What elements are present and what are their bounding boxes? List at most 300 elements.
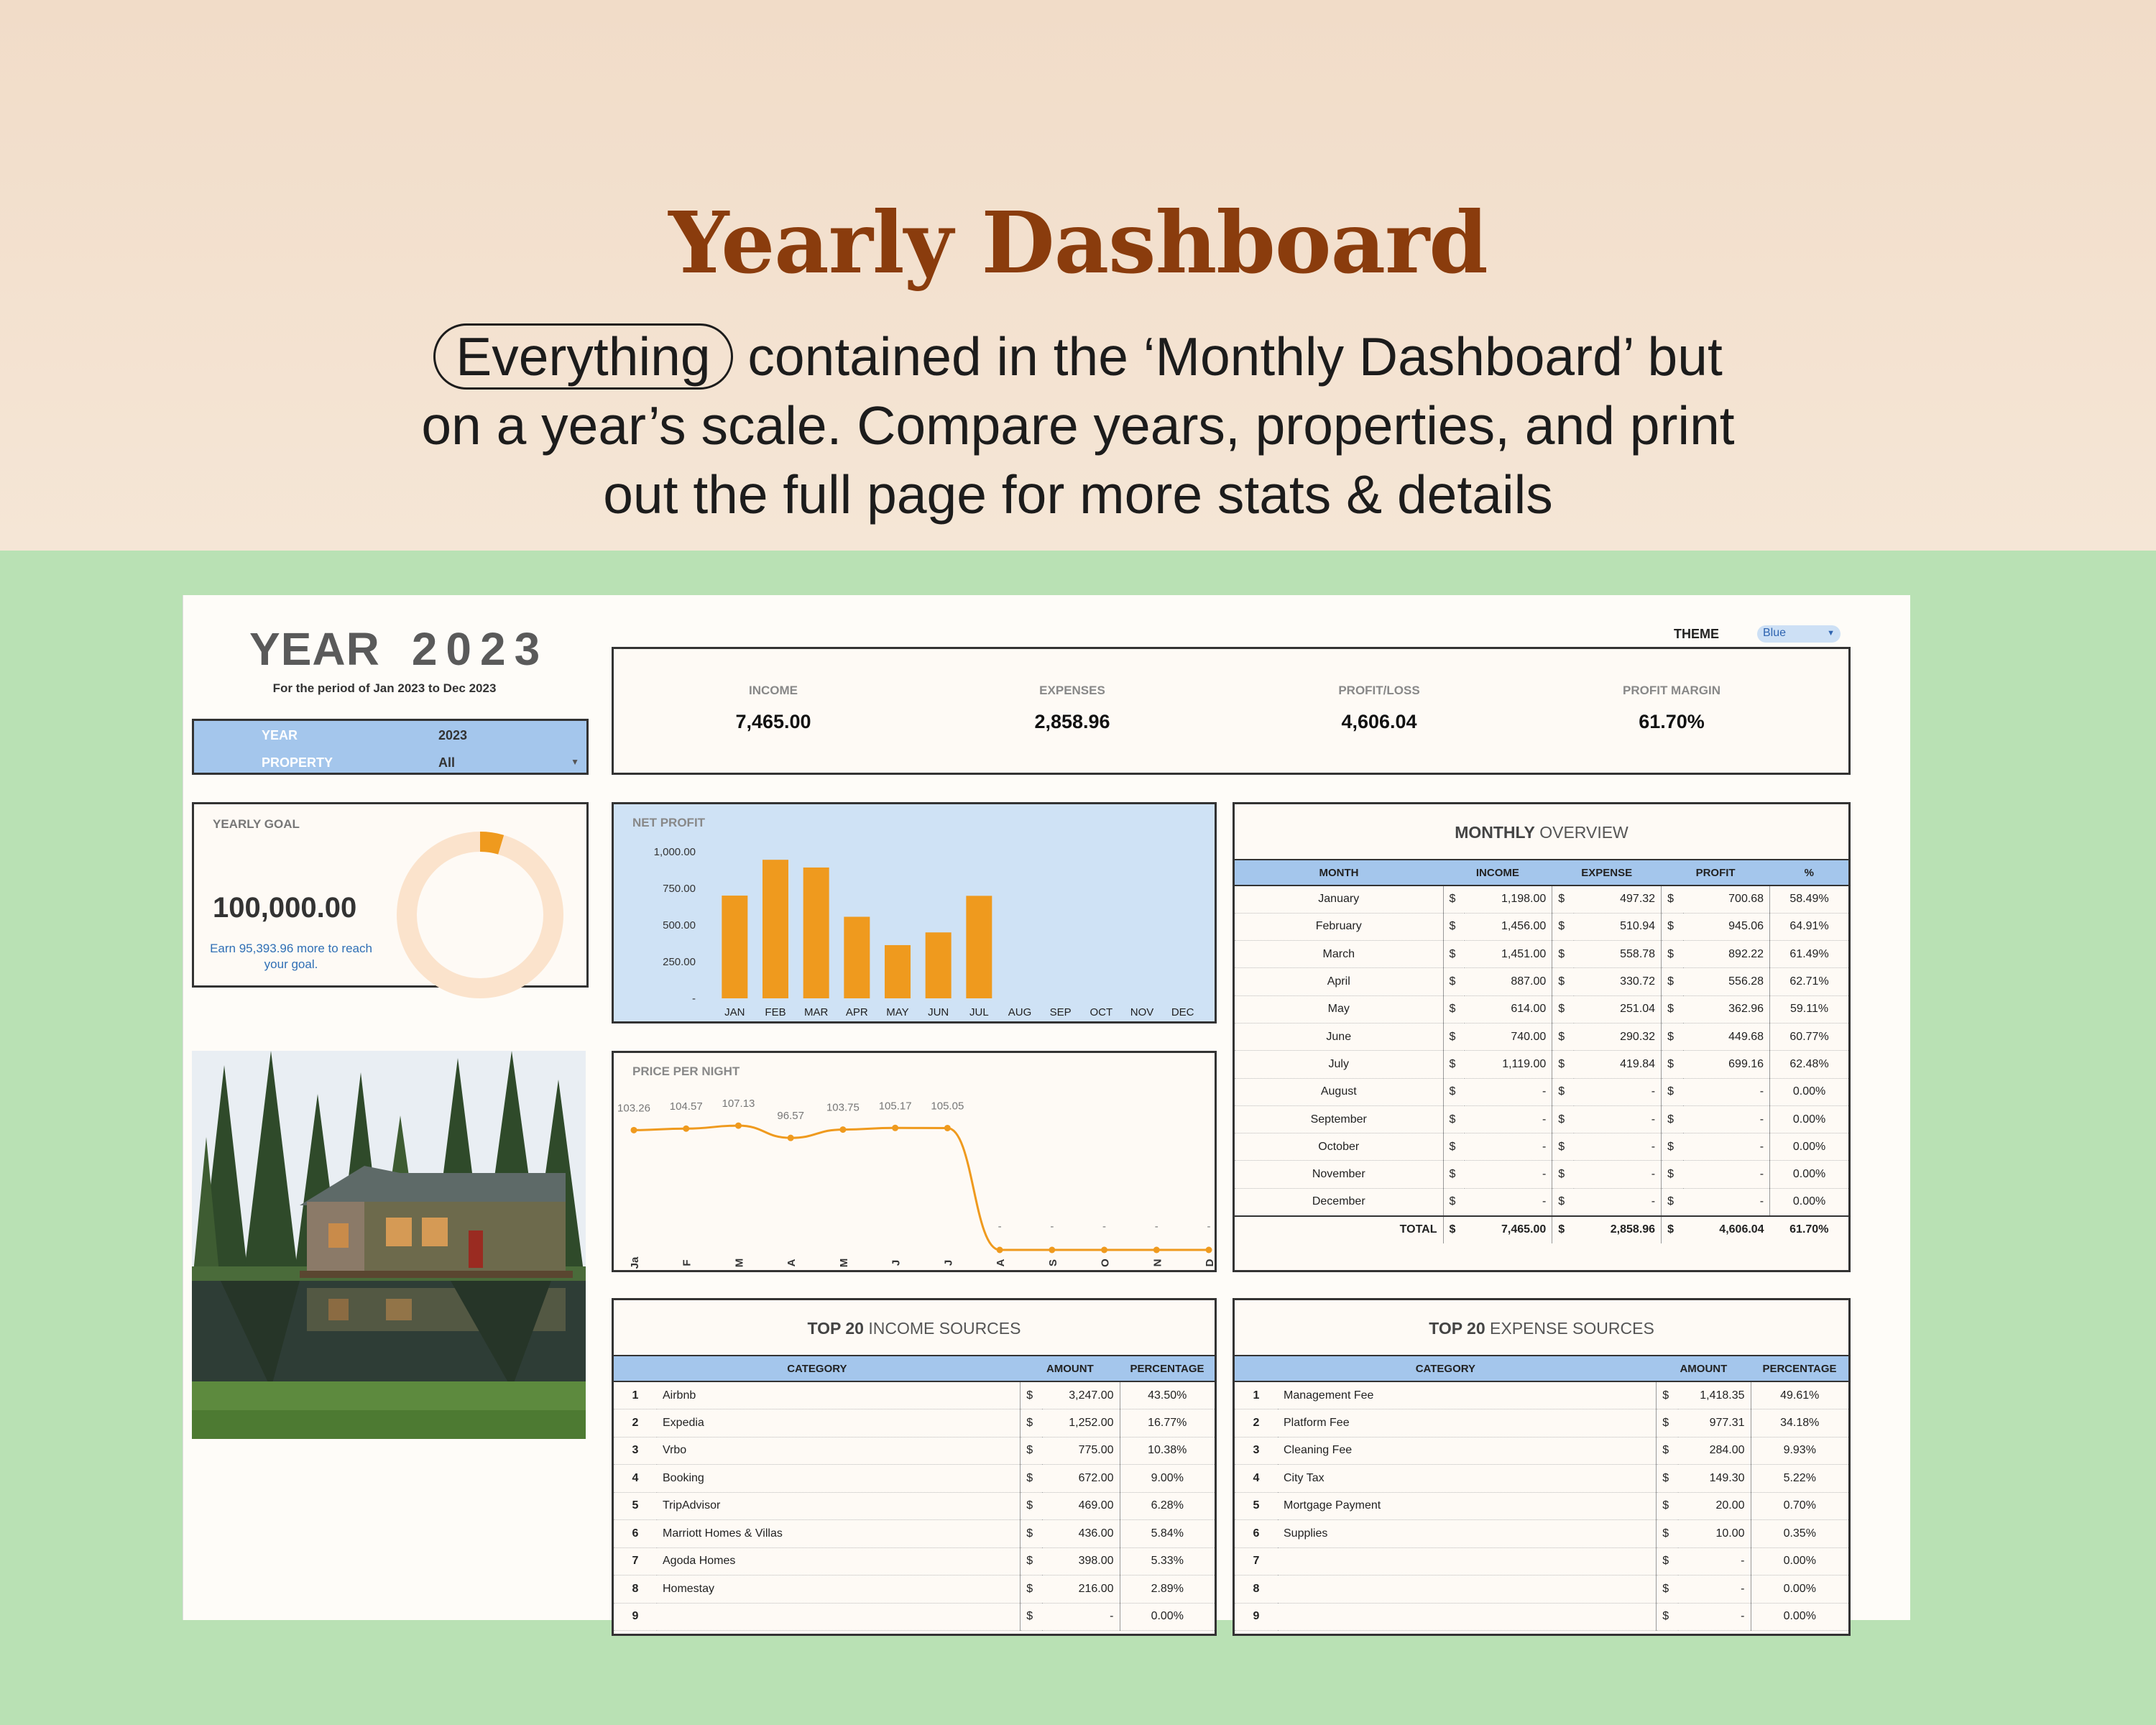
percent-cell: 6.28%	[1120, 1492, 1215, 1520]
currency-cell: $	[1021, 1547, 1042, 1576]
banner-description	[0, 322, 2156, 529]
currency-cell: $	[1443, 1161, 1465, 1188]
table-row	[614, 1520, 1215, 1548]
property-filter-value[interactable]: All	[438, 755, 456, 770]
price-point	[1101, 1247, 1107, 1254]
currency-cell: $	[1662, 1161, 1683, 1188]
theme-value: Blue	[1763, 627, 1787, 639]
total-label: TOTAL	[1235, 1216, 1443, 1243]
banner-highlight: Everything	[433, 323, 732, 390]
percent-cell: 0.70%	[1751, 1492, 1848, 1520]
table-row	[614, 1603, 1215, 1631]
expense-cell: 290.32	[1574, 1023, 1662, 1050]
percent-cell: 61.49%	[1770, 941, 1848, 968]
expense-cell: -	[1574, 1133, 1662, 1161]
kpi-value: 61.70%	[1639, 711, 1705, 732]
year-heading-label: YEAR	[249, 623, 380, 675]
x-tick-label: MAY	[886, 1006, 909, 1018]
income-cell: 614.00	[1465, 995, 1552, 1023]
banner-line-1: contained in the ‘Monthly Dashboard’ but	[747, 326, 1723, 387]
table-row	[1235, 1492, 1848, 1520]
rank-cell: 1	[614, 1381, 657, 1409]
column-header: CATEGORY	[1235, 1356, 1657, 1381]
x-tick-label: F	[681, 1259, 694, 1266]
percent-cell: 64.91%	[1770, 913, 1848, 940]
x-tick-label: AUG	[1008, 1006, 1032, 1018]
profit-cell: -	[1683, 1161, 1770, 1188]
profit-cell: 362.96	[1683, 995, 1770, 1023]
amount-cell: 284.00	[1678, 1437, 1751, 1465]
currency-cell: $	[1443, 913, 1465, 940]
column-header: PROFIT	[1662, 860, 1770, 886]
table-row	[614, 1409, 1215, 1438]
price-data-label: -	[1050, 1220, 1054, 1233]
percent-cell: 43.50%	[1120, 1381, 1215, 1409]
year-heading-value: 2023	[411, 623, 549, 675]
total-expense: 2,858.96	[1574, 1216, 1662, 1243]
column-header: CATEGORY	[614, 1356, 1021, 1381]
amount-cell: 3,247.00	[1042, 1381, 1120, 1409]
banner-title: Yearly Dashboard	[668, 193, 1488, 293]
profit-cell: 699.16	[1683, 1051, 1770, 1078]
rank-cell: 5	[1235, 1492, 1278, 1520]
expense-cell: -	[1574, 1188, 1662, 1215]
currency-cell: $	[1657, 1603, 1678, 1631]
currency-cell: $	[1657, 1492, 1678, 1520]
percent-cell: 10.38%	[1120, 1437, 1215, 1465]
expense-cell: -	[1574, 1161, 1662, 1188]
percent-cell: 5.84%	[1120, 1520, 1215, 1548]
currency-cell: $	[1662, 1023, 1683, 1050]
dashboard-sheet	[183, 595, 1910, 1623]
expense-cell: 510.94	[1574, 913, 1662, 940]
category-cell: Vrbo	[657, 1437, 1021, 1465]
income-sources-table	[614, 1355, 1215, 1631]
price-point	[892, 1125, 898, 1131]
percent-cell: 49.61%	[1751, 1381, 1848, 1409]
percent-cell: 0.00%	[1751, 1576, 1848, 1604]
kpi-value: 2,858.96	[1034, 711, 1110, 732]
x-tick-label: N	[1151, 1259, 1164, 1267]
amount-cell: 398.00	[1042, 1547, 1120, 1576]
x-tick-label: A	[786, 1259, 798, 1267]
price-point	[1049, 1247, 1055, 1254]
currency-cell: $	[1662, 995, 1683, 1023]
rank-cell: 3	[1235, 1437, 1278, 1465]
kpi-profit-margin	[1564, 684, 1779, 733]
bar-apr	[844, 917, 870, 998]
rank-cell: 2	[614, 1409, 657, 1438]
expense-cell: 558.78	[1574, 941, 1662, 968]
amount-cell: 672.00	[1042, 1465, 1120, 1493]
y-tick-label: 750.00	[663, 883, 696, 895]
table-row	[614, 1437, 1215, 1465]
table-header-row	[1235, 860, 1848, 886]
currency-cell: $	[1662, 1133, 1683, 1161]
table-row	[1235, 1409, 1848, 1438]
income-cell: -	[1465, 1161, 1552, 1188]
table-row	[1235, 1051, 1848, 1078]
price-data-label: 105.05	[931, 1100, 964, 1113]
kpi-panel	[612, 647, 1851, 775]
amount-cell: 1,418.35	[1678, 1381, 1751, 1409]
income-sources-title: TOP 20 INCOME SOURCES	[807, 1319, 1021, 1338]
table-row	[1235, 1381, 1848, 1409]
total-percent: 61.70%	[1770, 1216, 1848, 1243]
rank-cell: 4	[1235, 1465, 1278, 1493]
total-profit: 4,606.04	[1683, 1216, 1770, 1243]
amount-cell: 20.00	[1678, 1492, 1751, 1520]
month-cell: May	[1235, 995, 1443, 1023]
expense-cell: 330.72	[1574, 968, 1662, 995]
price-data-label: -	[1207, 1220, 1211, 1233]
x-tick-label: M	[837, 1258, 850, 1268]
cabin-photo	[192, 1051, 586, 1439]
table-row	[1235, 1437, 1848, 1465]
income-cell: -	[1465, 1105, 1552, 1133]
currency-cell: $	[1021, 1381, 1042, 1409]
x-tick-label: Ja	[629, 1256, 641, 1269]
currency-cell: $	[1662, 968, 1683, 995]
kpi-label: PROFIT/LOSS	[1338, 684, 1420, 697]
y-tick-label: 250.00	[663, 956, 696, 968]
price-data-label: -	[1154, 1220, 1158, 1233]
expense-cell: 251.04	[1574, 995, 1662, 1023]
monthly-overview-table	[1235, 859, 1848, 1243]
income-sources-panel	[612, 1298, 1217, 1636]
income-cell: 1,198.00	[1465, 886, 1552, 913]
table-row	[1235, 1465, 1848, 1493]
profit-cell: 556.28	[1683, 968, 1770, 995]
currency-cell: $	[1657, 1547, 1678, 1576]
month-cell: January	[1235, 886, 1443, 913]
amount-cell: 469.00	[1042, 1492, 1120, 1520]
currency-cell: $	[1443, 1105, 1465, 1133]
bar-may	[885, 945, 911, 998]
property-filter-label: PROPERTY	[262, 755, 333, 770]
table-row	[1235, 1078, 1848, 1105]
banner-line-3: out the full page for more stats & details	[603, 464, 1553, 525]
bar-mar	[803, 868, 829, 998]
month-cell: June	[1235, 1023, 1443, 1050]
bar-feb	[763, 860, 788, 998]
amount-cell: 216.00	[1042, 1576, 1120, 1604]
category-cell	[1278, 1576, 1657, 1604]
price-point	[839, 1126, 846, 1133]
theme-label: THEME	[1674, 627, 1719, 641]
goal-value: 100,000.00	[213, 892, 357, 924]
x-tick-label: JUN	[928, 1006, 949, 1018]
rank-cell: 8	[1235, 1576, 1278, 1604]
currency-cell: $	[1552, 941, 1574, 968]
y-tick-label: -	[692, 993, 696, 1005]
table-row	[614, 1547, 1215, 1576]
income-cell: 1,451.00	[1465, 941, 1552, 968]
currency-cell: $	[1021, 1492, 1042, 1520]
currency-cell: $	[1443, 1188, 1465, 1215]
chevron-down-icon: ▼	[1827, 629, 1835, 638]
month-cell: October	[1235, 1133, 1443, 1161]
amount-cell: -	[1678, 1603, 1751, 1631]
x-tick-label: MAR	[803, 1006, 829, 1018]
table-row	[1235, 968, 1848, 995]
currency-cell: $	[1443, 995, 1465, 1023]
price-data-label: -	[1102, 1220, 1107, 1233]
category-cell: Platform Fee	[1278, 1409, 1657, 1438]
table-row	[614, 1492, 1215, 1520]
kpi-label: INCOME	[749, 684, 798, 697]
currency-cell: $	[1552, 1078, 1574, 1105]
category-cell: TripAdvisor	[657, 1492, 1021, 1520]
property-filter-row[interactable]	[194, 750, 586, 776]
profit-cell: 945.06	[1683, 913, 1770, 940]
month-cell: April	[1235, 968, 1443, 995]
expense-cell: 419.84	[1574, 1051, 1662, 1078]
theme-dropdown[interactable]	[1757, 625, 1841, 643]
chart-title: PRICE PER NIGHT	[632, 1064, 740, 1078]
amount-cell: -	[1678, 1547, 1751, 1576]
column-header: PERCENTAGE	[1120, 1356, 1215, 1381]
expense-cell: -	[1574, 1078, 1662, 1105]
price-per-night-chart	[614, 1053, 1215, 1270]
profit-cell: 700.68	[1683, 886, 1770, 913]
amount-cell: 775.00	[1042, 1437, 1120, 1465]
percent-cell: 0.00%	[1751, 1603, 1848, 1631]
percent-cell: 0.00%	[1770, 1188, 1848, 1215]
percent-cell: 0.00%	[1770, 1078, 1848, 1105]
price-point	[788, 1135, 794, 1141]
currency-cell: $	[1552, 1188, 1574, 1215]
percent-cell: 0.00%	[1120, 1603, 1215, 1631]
filter-selector	[192, 719, 589, 775]
table-row	[1235, 1161, 1848, 1188]
income-cell: 1,119.00	[1465, 1051, 1552, 1078]
currency-cell: $	[1662, 886, 1683, 913]
category-cell: Agoda Homes	[657, 1547, 1021, 1576]
percent-cell: 16.77%	[1120, 1409, 1215, 1438]
month-cell: February	[1235, 913, 1443, 940]
currency-cell: $	[1662, 1078, 1683, 1105]
percent-cell: 62.71%	[1770, 968, 1848, 995]
currency-cell: $	[1021, 1437, 1042, 1465]
currency-cell: $	[1552, 1105, 1574, 1133]
year-filter-value[interactable]: 2023	[438, 728, 468, 742]
month-cell: November	[1235, 1161, 1443, 1188]
year-heading	[249, 622, 548, 676]
price-point	[631, 1127, 637, 1133]
income-cell: -	[1465, 1188, 1552, 1215]
amount-cell: 977.31	[1678, 1409, 1751, 1438]
promo-banner	[0, 0, 2156, 551]
currency-cell: $	[1552, 1051, 1574, 1078]
currency-cell: $	[1662, 941, 1683, 968]
percent-cell: 0.00%	[1770, 1133, 1848, 1161]
currency-cell: $	[1443, 941, 1465, 968]
rank-cell: 7	[1235, 1547, 1278, 1576]
x-tick-label: FEB	[765, 1006, 786, 1018]
rank-cell: 4	[614, 1465, 657, 1493]
kpi-label: PROFIT MARGIN	[1623, 684, 1720, 697]
expense-cell: 497.32	[1574, 886, 1662, 913]
price-data-label: 103.26	[617, 1102, 650, 1115]
price-point	[997, 1247, 1003, 1254]
currency-cell: $	[1657, 1381, 1678, 1409]
price-point	[944, 1125, 951, 1131]
price-data-label: -	[998, 1220, 1002, 1233]
currency-cell: $	[1443, 886, 1465, 913]
currency-cell: $	[1552, 1161, 1574, 1188]
price-point	[1206, 1247, 1212, 1254]
price-point	[683, 1126, 689, 1132]
percent-cell: 9.93%	[1751, 1437, 1848, 1465]
chart-title: NET PROFIT	[632, 816, 706, 829]
category-cell: Management Fee	[1278, 1381, 1657, 1409]
period-text: For the period of Jan 2023 to Dec 2023	[272, 681, 497, 695]
category-cell: Cleaning Fee	[1278, 1437, 1657, 1465]
month-cell: August	[1235, 1078, 1443, 1105]
percent-cell: 9.00%	[1120, 1465, 1215, 1493]
percent-cell: 0.00%	[1770, 1161, 1848, 1188]
amount-cell: -	[1678, 1576, 1751, 1604]
table-row	[1235, 1520, 1848, 1548]
price-data-label: 104.57	[669, 1100, 703, 1113]
x-tick-label: JAN	[724, 1006, 745, 1018]
table-row	[1235, 1576, 1848, 1604]
total-income: 7,465.00	[1465, 1216, 1552, 1243]
currency-cell: $	[1662, 1188, 1683, 1215]
expense-sources-panel	[1233, 1298, 1851, 1636]
rank-cell: 7	[614, 1547, 657, 1576]
rank-cell: 6	[614, 1520, 657, 1548]
profit-cell: 449.68	[1683, 1023, 1770, 1050]
rank-cell: 2	[1235, 1409, 1278, 1438]
yearly-goal-panel	[192, 802, 589, 988]
donut-track	[407, 842, 553, 988]
currency-cell: $	[1021, 1465, 1042, 1493]
rank-cell: 8	[614, 1576, 657, 1604]
percent-cell: 0.35%	[1751, 1520, 1848, 1548]
percent-cell: 5.22%	[1751, 1465, 1848, 1493]
currency-cell: $	[1443, 968, 1465, 995]
price-point	[735, 1123, 742, 1129]
goal-donut-chart	[394, 829, 566, 1001]
currency-cell: $	[1552, 1023, 1574, 1050]
goal-note: Earn 95,393.96 more to reach your goal.	[210, 942, 372, 971]
year-filter-row[interactable]	[194, 722, 586, 748]
y-tick-label: 500.00	[663, 919, 696, 932]
price-per-night-chart-panel	[612, 1051, 1217, 1272]
monthly-overview-panel	[1233, 802, 1851, 1272]
kpi-expenses	[964, 684, 1180, 733]
category-cell: Homestay	[657, 1576, 1021, 1604]
percent-cell: 59.11%	[1770, 995, 1848, 1023]
currency-cell: $	[1552, 886, 1574, 913]
column-header: PERCENTAGE	[1751, 1356, 1848, 1381]
currency-cell: $	[1662, 1216, 1683, 1243]
table-row	[1235, 913, 1848, 940]
currency-cell: $	[1552, 1133, 1574, 1161]
currency-cell: $	[1552, 968, 1574, 995]
kpi-profit-loss	[1271, 684, 1487, 733]
year-filter-label: YEAR	[262, 728, 298, 742]
currency-cell: $	[1657, 1409, 1678, 1438]
kpi-value: 7,465.00	[735, 711, 811, 732]
category-cell: Marriott Homes & Villas	[657, 1520, 1021, 1548]
total-row	[1235, 1216, 1848, 1243]
percent-cell: 60.77%	[1770, 1023, 1848, 1050]
kpi-income	[665, 684, 881, 733]
percent-cell: 5.33%	[1120, 1547, 1215, 1576]
table-header-row	[614, 1356, 1215, 1381]
category-cell: Booking	[657, 1465, 1021, 1493]
expense-sources-table	[1235, 1355, 1848, 1631]
table-row	[614, 1576, 1215, 1604]
x-tick-label: S	[1046, 1259, 1059, 1267]
price-data-label: 96.57	[777, 1110, 804, 1123]
month-cell: July	[1235, 1051, 1443, 1078]
column-header: EXPENSE	[1552, 860, 1662, 886]
percent-cell: 62.48%	[1770, 1051, 1848, 1078]
amount-cell: 149.30	[1678, 1465, 1751, 1493]
expense-sources-title: TOP 20 EXPENSE SOURCES	[1429, 1319, 1654, 1338]
table-row	[614, 1465, 1215, 1493]
currency-cell: $	[1552, 1216, 1574, 1243]
table-header-row	[1235, 1356, 1848, 1381]
month-cell: December	[1235, 1188, 1443, 1215]
income-cell: 740.00	[1465, 1023, 1552, 1050]
currency-cell: $	[1021, 1576, 1042, 1604]
monthly-overview-title: MONTHLY OVERVIEW	[1455, 823, 1628, 842]
rank-cell: 9	[614, 1603, 657, 1631]
amount-cell: 1,252.00	[1042, 1409, 1120, 1438]
currency-cell: $	[1657, 1437, 1678, 1465]
x-tick-label: APR	[845, 1006, 868, 1018]
dropdown-caret-icon[interactable]: ▼	[571, 757, 579, 767]
category-cell	[1278, 1547, 1657, 1576]
price-line	[634, 1126, 1209, 1250]
x-tick-label: J	[942, 1259, 955, 1266]
category-cell: Mortgage Payment	[1278, 1492, 1657, 1520]
currency-cell: $	[1021, 1520, 1042, 1548]
x-tick-label: SEP	[1049, 1006, 1072, 1018]
currency-cell: $	[1662, 913, 1683, 940]
currency-cell: $	[1662, 1051, 1683, 1078]
goal-label: YEARLY GOAL	[213, 817, 300, 831]
table-row	[1235, 1133, 1848, 1161]
x-tick-label: D	[1204, 1259, 1216, 1267]
category-cell: City Tax	[1278, 1465, 1657, 1493]
price-data-label: 105.17	[878, 1100, 912, 1113]
table-row	[1235, 1105, 1848, 1133]
currency-cell: $	[1443, 1023, 1465, 1050]
currency-cell: $	[1021, 1603, 1042, 1631]
amount-cell: -	[1042, 1603, 1120, 1631]
profit-cell: -	[1683, 1078, 1770, 1105]
price-point	[1153, 1247, 1160, 1254]
percent-cell: 0.00%	[1751, 1547, 1848, 1576]
percent-cell: 2.89%	[1120, 1576, 1215, 1604]
currency-cell: $	[1443, 1216, 1465, 1243]
profit-cell: -	[1683, 1188, 1770, 1215]
currency-cell: $	[1552, 995, 1574, 1023]
income-cell: 887.00	[1465, 968, 1552, 995]
rank-cell: 3	[614, 1437, 657, 1465]
bar-jun	[926, 932, 952, 998]
column-header: INCOME	[1443, 860, 1552, 886]
amount-cell: 436.00	[1042, 1520, 1120, 1548]
category-cell: Airbnb	[657, 1381, 1021, 1409]
net-profit-chart	[614, 804, 1215, 1021]
